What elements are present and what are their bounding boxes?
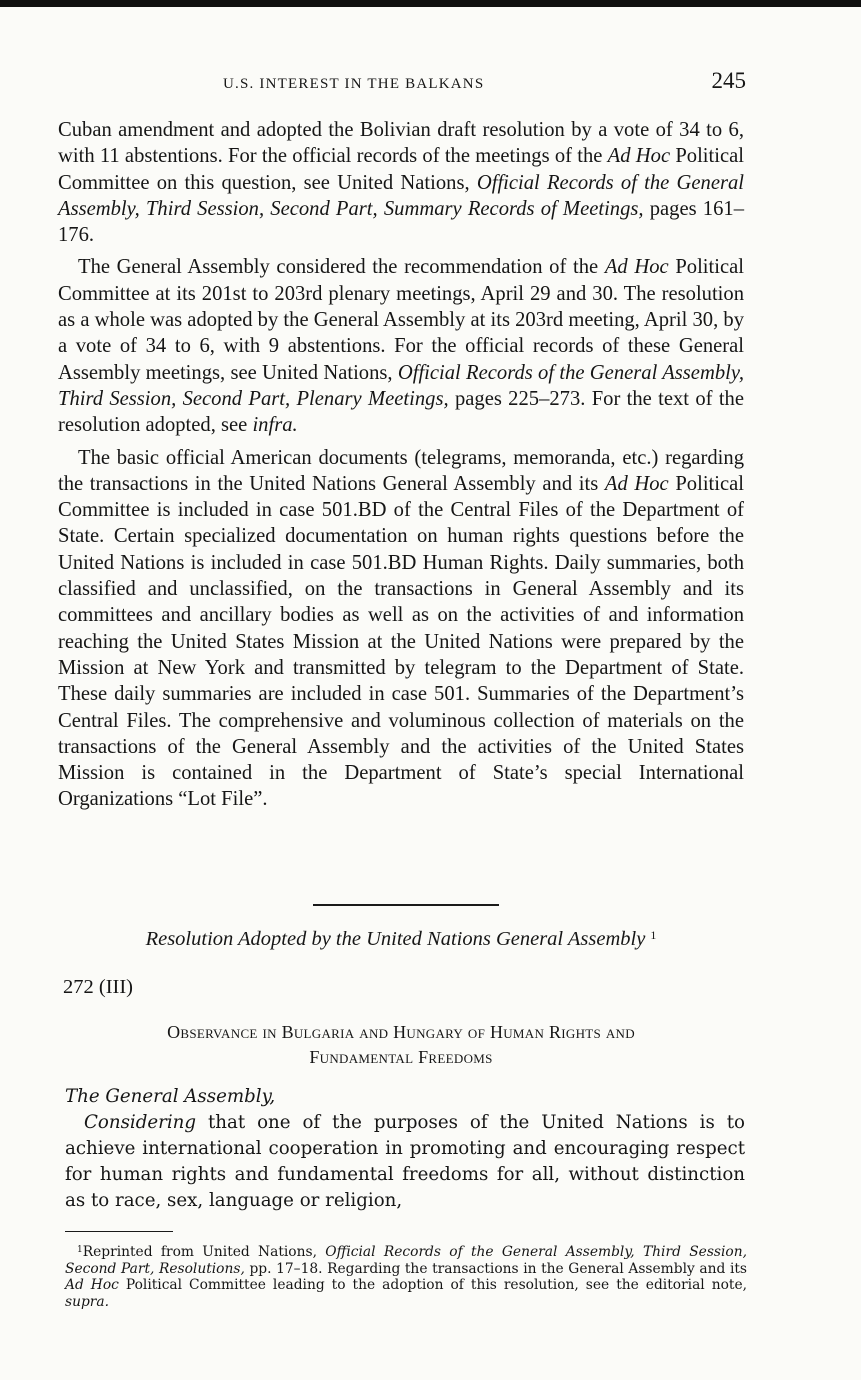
footnote-content (65, 1244, 747, 1310)
italic-text: Ad Hoc (604, 472, 669, 495)
footnote (65, 1242, 747, 1310)
resolution-heading-line-2: Fundamental Freedoms (309, 1047, 493, 1067)
italic-text: Considering (84, 1112, 197, 1133)
text-run: that one of the purposes of the United Nations is to achieve international cooperation in promoting and encouraging respect for human rights and fundamental freedoms for all, without distinction as to race, sex, language or religion, (65, 1112, 745, 1211)
text-run: Political Committee on this question, see United Nations, (58, 145, 744, 194)
italic-text: Official Records of the General Assembly, Third Session, Second Part, Summary Records of Meetings, (58, 171, 744, 220)
text-run: pp. 17–18. Regarding the transactions in the General Assembly and its (244, 1260, 747, 1277)
text-run: Political Committee leading to the adoption of this resolution, see the editorial note, (118, 1277, 748, 1293)
resolution-preamble (65, 1084, 745, 1110)
footnote-divider (65, 1231, 173, 1232)
text-run: Political Committee is included in case 501.BD of the Central Files of the Department of State. Certain specialized documentation on human rights questions before the United Nations is included in case 501.BD Human Rights. Daily summaries, both classified and unclassified, on the transactions in General Assembly and its committees and ancillary bodies as well as on the activities of and information reaching the United States Mission at the United Nations were prepared by the Mission at New York and transmitted by telegram to the Department of State. These daily summaries are included in case 501. Summaries of the Department’s Central Files. The comprehensive and voluminous collection of materials on the transactions of the General Assembly and the activities of the United States Mission is contained in the Department of State’s special International Organizations “Lot File”. (58, 472, 744, 811)
italic-text: Ad Hoc (604, 256, 669, 279)
text-run: Reprinted from United Nations, (82, 1244, 326, 1260)
italic-text: supra. (65, 1293, 110, 1310)
resolution-heading (58, 1020, 744, 1070)
text-run: Cuban amendment and adopted the Bolivian draft resolution by a vote of 34 to 6, with 11 abstentions. For the official records of the meetings of the (58, 119, 744, 168)
page-number: 245 (711, 68, 746, 93)
resolution-title-text: Resolution Adopted by the United Nations General Assembly (145, 928, 646, 950)
italic-text: The General Assembly, (65, 1086, 276, 1107)
text-run: pages 225–273. For the text of the resolution adopted, see (58, 387, 744, 437)
resolution-heading-line-1: Observance in Bulgaria and Hungary of Human Rights and (167, 1022, 635, 1042)
italic-text: Ad Hoc (65, 1277, 119, 1293)
resolution-number: 272 (III) (63, 976, 134, 998)
footnote-text (65, 1242, 747, 1310)
paragraph-1 (58, 117, 744, 248)
italic-text: infra. (252, 414, 298, 437)
text-run: Political Committee at its 201st to 203rd plenary meetings, April 29 and 30. The resolution as a whole was adopted by the General Assembly at its 203rd meeting, April 30, by a vote of 34 to 6, with 9 abstentions. For the official records of these General Assembly meetings, see United Nations, (58, 256, 744, 384)
footnote-reference: 1 (650, 928, 657, 942)
section-divider (313, 904, 499, 906)
resolution-clause-1 (65, 1110, 745, 1214)
resolution-title (58, 928, 744, 951)
editorial-note (58, 117, 744, 819)
italic-text: Official Records of the General Assembly, Third Session, Second Part, Resolutions, (65, 1244, 747, 1277)
paragraph-3 (58, 445, 744, 813)
italic-text: Ad Hoc (607, 145, 671, 168)
scan-border (0, 0, 861, 7)
text-run: The basic official American documents (telegrams, memoranda, etc.) regarding the transactions in the United Nations General Assembly and its (58, 446, 744, 495)
page-header (58, 68, 746, 102)
italic-text: Official Records of the General Assembly, Third Session, Second Part, Plenary Meetings, (58, 361, 744, 410)
paragraph-2 (58, 254, 744, 438)
resolution-body (65, 1084, 745, 1214)
running-head: U.S. INTEREST IN THE BALKANS (223, 76, 485, 92)
footnote-marker: 1 (77, 1245, 83, 1255)
text-run: The General Assembly considered the recommendation of the (78, 256, 605, 279)
text-run: pages 161–176. (58, 197, 744, 247)
